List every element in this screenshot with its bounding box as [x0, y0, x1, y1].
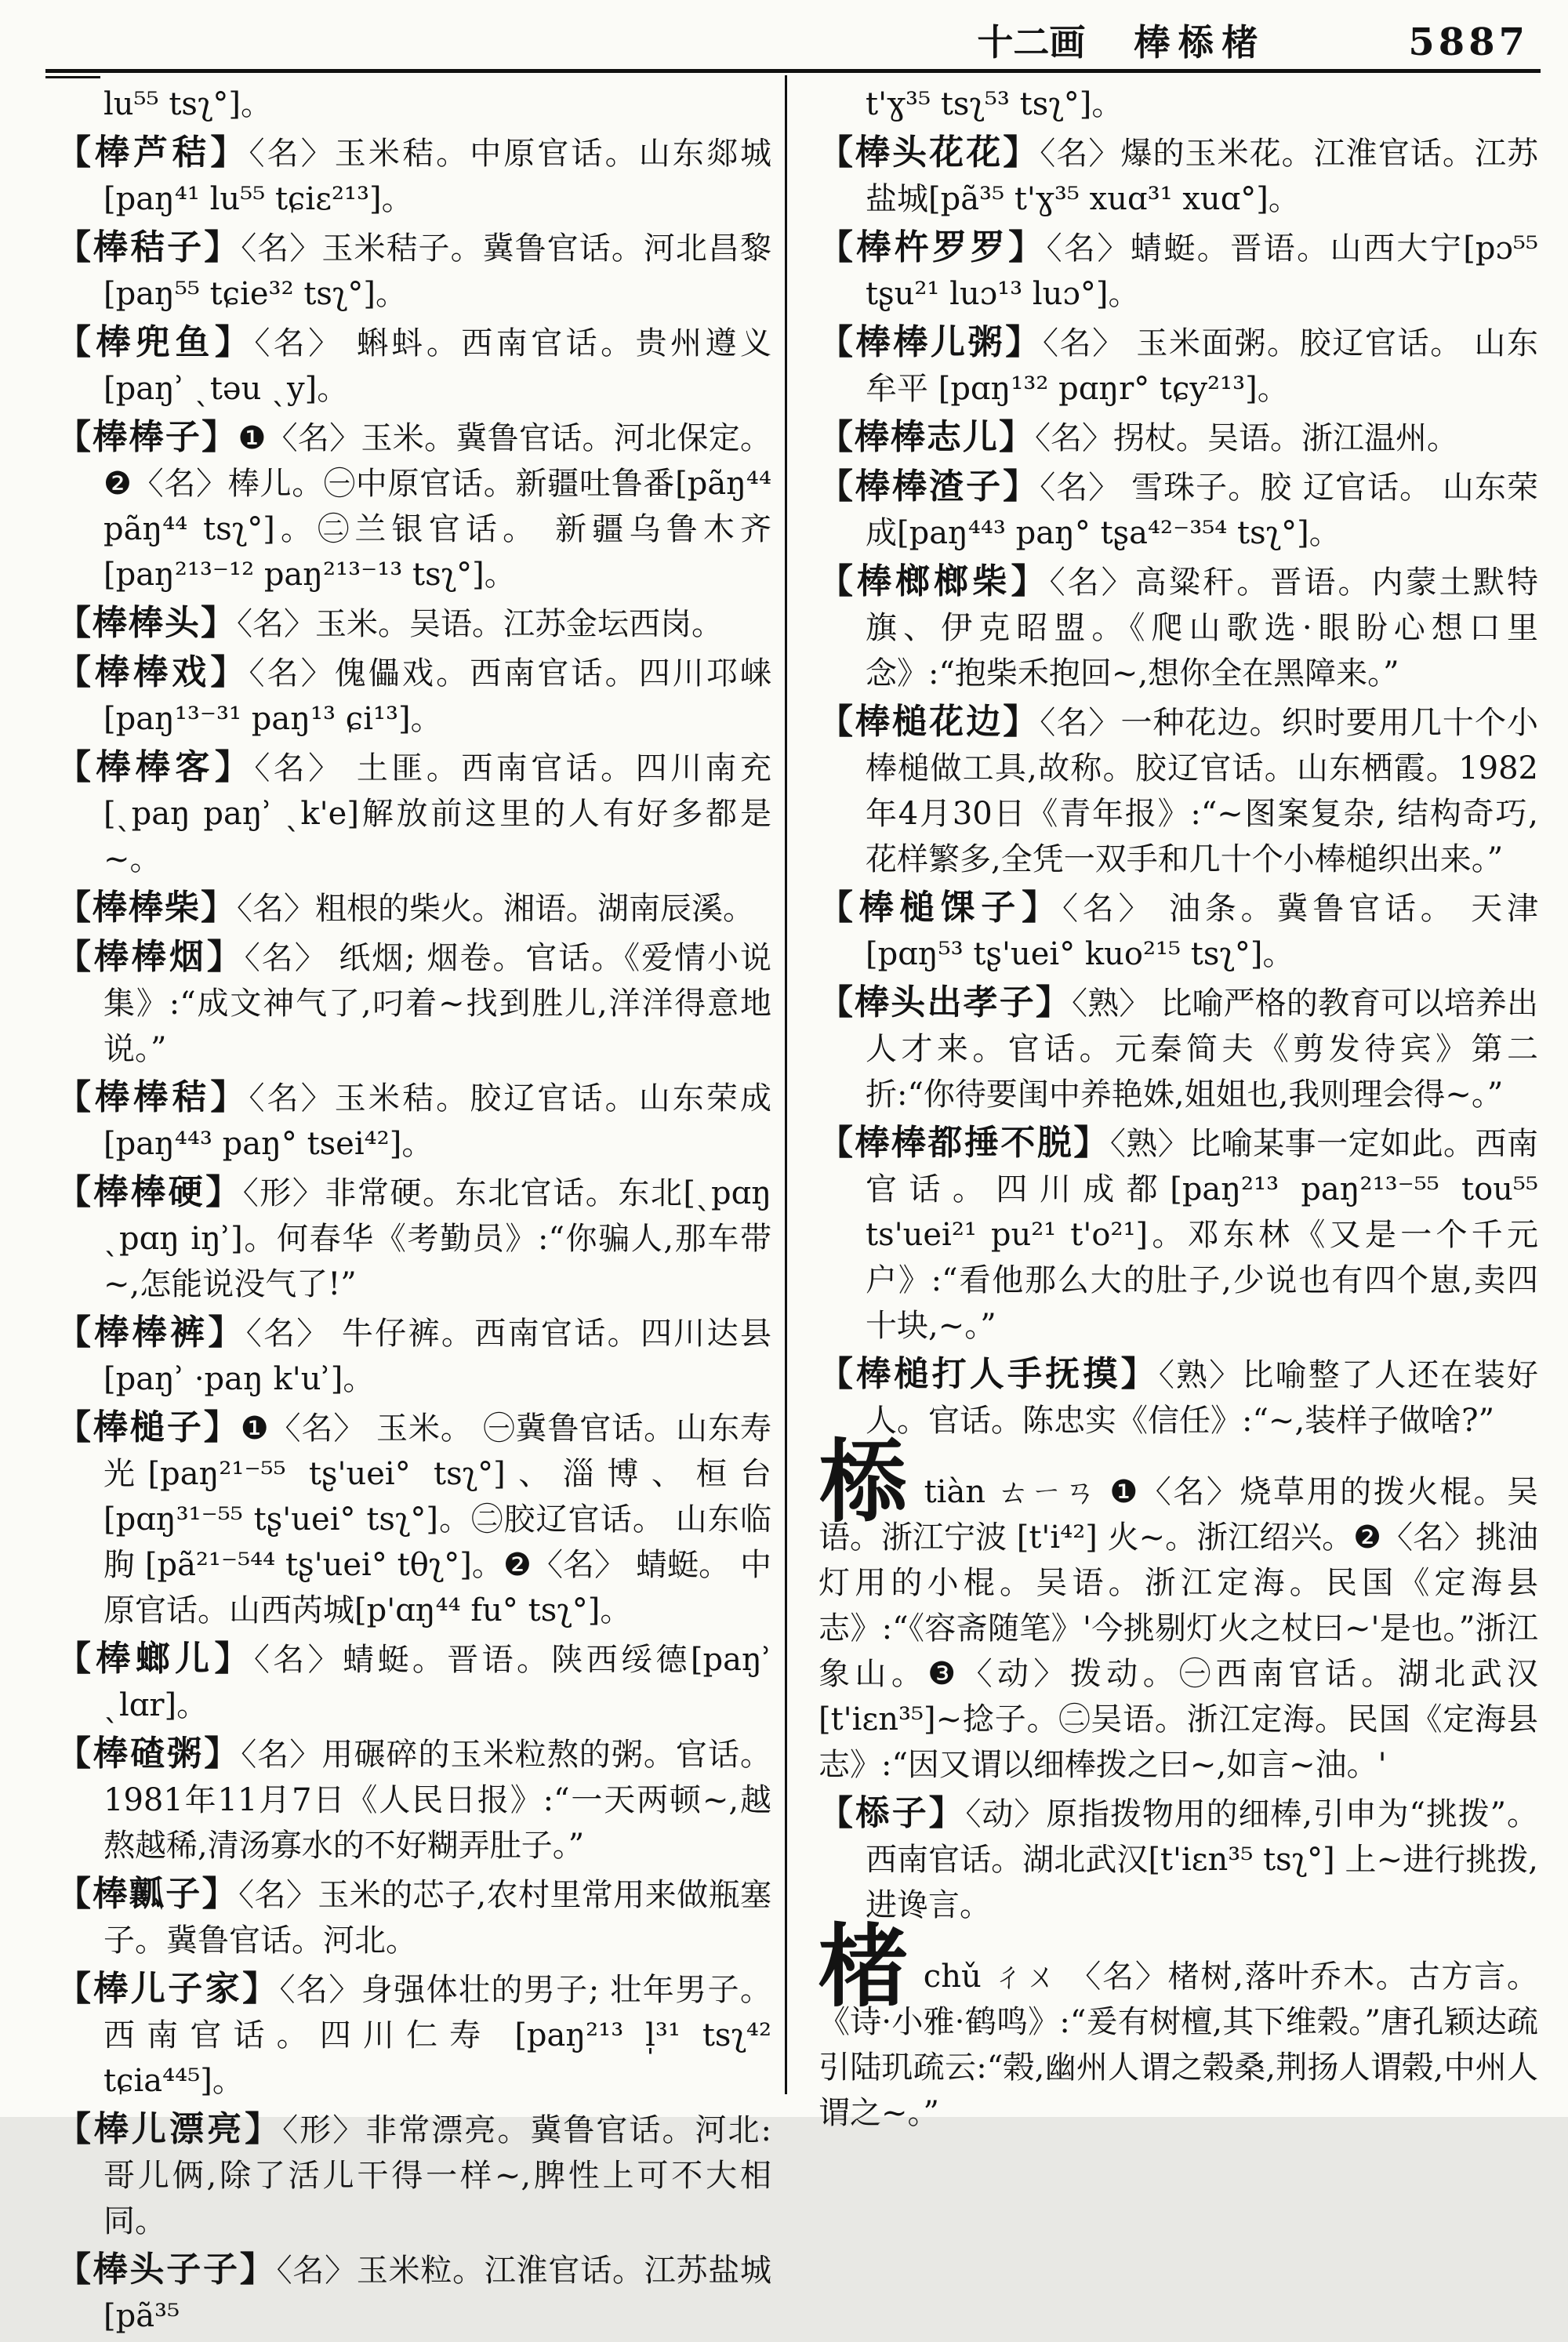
entry-body: 〈名〉爆的玉米花。江淮官话。江苏盐城[pã³⁵ t'ɣ³⁵ xuɑ³¹ xuɑ°]。 — [866, 136, 1539, 217]
entry-headword: 【棒棒渣子】 — [818, 467, 1040, 507]
dict-entry — [56, 2247, 771, 2339]
entry-body: 〈名〉 油条。冀鲁官话。 天津 [pɑŋ⁵³ tʂ'uei° kuo²¹⁵ tsʅ°]。 — [866, 891, 1538, 972]
right-column — [818, 82, 1538, 2139]
entry-body: 〈名〉拐杖。吴语。浙江温州。 — [1035, 420, 1458, 456]
dict-entry — [818, 130, 1538, 222]
left-column — [56, 82, 771, 2342]
dict-entry — [818, 699, 1538, 882]
entry-headword: 【棒棒柴】 — [56, 888, 237, 928]
column-divider — [785, 75, 787, 2094]
entry-body: ❶〈名〉玉米。冀鲁官话。河北保定。❷〈名〉棒儿。㊀中原官话。新疆吐鲁番[pãŋ⁴⁴ pãŋ⁴⁴ tsʅ°]。㊁兰银官话。 新疆乌鲁木齐 [paŋ²¹³⁻¹² paŋ²¹³⁻¹³ tsʅ°]。 — [103, 420, 772, 593]
entry-headword: 【棒兜鱼】 — [56, 322, 255, 362]
entry-headword: 【棒槌打人手抚摸】 — [818, 1354, 1159, 1394]
dict-entry — [56, 130, 771, 222]
dict-entry — [818, 1120, 1538, 1349]
entry-body: 〈熟〉 比喻严格的教育可以培养出人才来。官话。元秦简夫《剪发待宾》第二折:“你待要闺中养艳姝,姐姐也,我则理会得~。” — [866, 986, 1538, 1113]
page-number: 5887 — [1408, 20, 1529, 64]
entry-headword: 【棒头出孝子】 — [818, 982, 1073, 1022]
entry-headword: 【棒儿子家】 — [56, 1969, 280, 2009]
dict-entry — [818, 885, 1538, 977]
entry-body: 〈名〉玉米的芯子,农村里常用来做瓶塞子。冀鲁官话。河北。 — [103, 1877, 771, 1959]
dict-entry — [818, 980, 1538, 1117]
entry-body: chǔ ㄔㄨ 〈名〉楮树,落叶乔木。古方言。《诗·小雅·鹤鸣》:“爰有树檀,其下维榖。”唐孔颖达疏引陆玑疏云:“榖,幽州人谓之榖桑,荆扬人谓榖,中州人谓之~。” — [818, 1959, 1538, 2131]
entry-headword: 【棒儿漂亮】 — [56, 2109, 283, 2149]
entry-headword: 【棒棒裤】 — [56, 1313, 246, 1353]
entry-headword: 【棒棒志儿】 — [818, 417, 1035, 457]
character-entry — [818, 1429, 1538, 1788]
entry-headword: 【棒棒硬】 — [56, 1172, 243, 1212]
entry-body: 〈名〉一种花边。织时要用几十个小棒槌做工具,故称。胶辽官话。山东栖霞。1982年4月30日《青年报》:“~图案复杂, 结构奇巧,花样繁多,全凭一双手和几十个小棒槌织出来。” — [866, 705, 1539, 877]
entry-body: 〈名〉 雪珠子。胶 辽官话。 山东荣成[paŋ⁴⁴³ paŋ° tʂa⁴²⁻³⁵⁴ tsʅ°]。 — [866, 470, 1539, 551]
entry-body: 〈名〉粗根的柴火。湘语。湖南辰溪。 — [237, 891, 754, 927]
dict-entry — [56, 2107, 771, 2244]
entry-body: 〈名〉 蝌蚪。西南官话。贵州遵义 [paŋʾ ˎtəu ˎy]。 — [103, 325, 772, 407]
header-rule-tick — [45, 76, 100, 78]
entry-headword: 【棒棒客】 — [56, 747, 255, 787]
head-character: 㮇 — [818, 1429, 910, 1534]
entry-headword: 【棒棒秸】 — [56, 1077, 249, 1117]
dict-entry — [56, 601, 771, 647]
entry-body: 〈形〉非常漂亮。冀鲁官话。河北: 哥儿俩,除了活儿干得一样~,脾性上可不大相同。 — [103, 2112, 772, 2239]
entry-body: tiàn ㄊㄧㄢ ❶〈名〉烧草用的拨火棍。吴 语。浙江宁波 [t'i⁴²] 火~。浙江绍兴。❷〈名〉挑油灯用的小棍。吴语。浙江定海。民国《定海县志》:“《容斋随笔》'今挑剔灯火之杖曰~'是也。”浙江象山。❸〈动〉拨动。㊀西南官话。湖北武汉[t'iɛn³⁵]~捻子。㊁吴语。浙江定海。民国《定海县志》:“因又谓以细棒拨之曰~,如言~油。' — [818, 1474, 1538, 1783]
entry-body: 〈形〉非常硬。东北官话。东北[ˎpɑŋ ˎpɑŋ iŋʾ]。何春华《考勤员》:“你骗人,那车带~,怎能说没气了!” — [103, 1175, 772, 1302]
dict-entry — [56, 935, 771, 1072]
entry-headword: 【棒棒戏】 — [56, 652, 249, 692]
dict-entry — [818, 415, 1538, 461]
entry-headword: 【棒螂儿】 — [56, 1639, 254, 1679]
entry-headword: 【棒榔榔柴】 — [818, 561, 1050, 601]
entry-body: 〈名〉玉米秸。胶辽官话。山东荣成[paŋ⁴⁴³ paŋ° tsei⁴²]。 — [103, 1080, 771, 1162]
entry-body: 〈名〉玉米秸。中原官话。山东郯城[paŋ⁴¹ lu⁵⁵ tɕiɛ²¹³]。 — [103, 136, 771, 217]
dict-entry — [56, 320, 771, 412]
entry-headword: 【棒瓤子】 — [56, 1874, 239, 1914]
entry-headword: 【棒芦秸】 — [56, 133, 249, 172]
dict-entry — [818, 82, 1538, 127]
head-character: 楮 — [818, 1914, 909, 2019]
entry-body: 〈名〉高粱秆。晋语。内蒙土默特旗、伊克昭盟。《爬山歌选·眼盼心想口里念》:“抱柴禾抱回~,想你全在黑障来。” — [866, 565, 1539, 692]
entry-headword: 【棒棒都捶不脱】 — [818, 1123, 1110, 1163]
dict-entry — [56, 1966, 771, 2104]
dict-entry — [56, 1872, 771, 1963]
entry-body: 〈名〉玉米粒。江淮官话。江苏盐城[pã³⁵ — [103, 2253, 772, 2334]
entry-headword: 【棒杵罗罗】 — [818, 227, 1047, 267]
entry-headword: 【棒槌馃子】 — [818, 888, 1062, 928]
header-rule — [45, 69, 1541, 73]
entry-body: ❶〈名〉 玉米。 ㊀冀鲁官话。山东寿光[paŋ²¹⁻⁵⁵ tʂ'uei° tsʅ°]、淄博、桓台 [pɑŋ³¹⁻⁵⁵ tʂ'uei° tsʅ°]。㊁胶辽官话。 山东临朐 [pã²¹⁻⁵⁴⁴ tʂ'uei° tθʅ°]。❷〈名〉 蜻蜓。 中原官话。山西芮城[p'ɑŋ⁴⁴ fu° tsʅ°]。 — [103, 1411, 772, 1629]
character-entry — [818, 1914, 1538, 2136]
dict-entry — [818, 1352, 1538, 1443]
entry-body: 〈名〉 土匪。西南官话。四川南充 [ˎpaŋ paŋʾ ˎk'e]解放前这里的人有好多都是~。 — [103, 750, 772, 877]
entry-headword: 【棒头花花】 — [818, 133, 1040, 172]
stroke-count-section: 十二画 — [977, 21, 1086, 64]
entry-body: 〈名〉用碾碎的玉米粒熬的粥。官话。1981年11月7日《人民日报》:“一天两顿~,越熬越稀,清汤寡水的不好糊弄肚子。” — [103, 1737, 772, 1864]
dict-entry — [56, 1075, 771, 1167]
entry-headword: 【棒碴粥】 — [56, 1734, 241, 1774]
entry-body: 〈名〉身强体壮的男子; 壮年男子。西南官话。四川仁寿 [paŋ²¹³ l̩³¹ tsʅ⁴² tɕia⁴⁴⁵]。 — [103, 1972, 771, 2099]
entry-headword: 【棒头子子】 — [56, 2249, 277, 2289]
entry-headword: 【棒棒儿粥】 — [818, 322, 1043, 362]
dict-entry — [56, 1636, 771, 1728]
head-characters-range: 棒㮇楮 — [1134, 21, 1266, 64]
entry-headword: 【㮇子】 — [818, 1793, 966, 1833]
entry-headword: 【棒棒头】 — [56, 603, 237, 643]
dict-entry — [56, 415, 771, 597]
entry-headword: 【棒棒子】 — [56, 417, 238, 457]
dict-entry — [56, 82, 771, 127]
dict-entry — [56, 225, 771, 317]
entry-body: 〈熟〉比喻某事一定如此。西南官话。四川成都[paŋ²¹³ paŋ²¹³⁻⁵⁵ tou⁵⁵ ts'uei²¹ pu²¹ t'o²¹]。邓东林《又是一个千元户》:“看他那么大的肚子,少说也有四个崽,卖四十块,~。” — [866, 1126, 1539, 1344]
entry-body: 〈名〉 牛仔裤。西南官话。四川达县 [paŋʾ ·paŋ k'uʾ]。 — [103, 1316, 771, 1397]
entry-body: 〈名〉蜻蜓。晋语。陕西绥德[paŋʾ ˎlɑr]。 — [103, 1642, 772, 1723]
entry-body: 〈名〉 纸烟; 烟卷。官话。《爱情小说集》:“成文神气了,叼着~找到胜儿,洋洋得意地说。” — [103, 940, 772, 1067]
entry-body: 〈名〉玉米。吴语。江苏金坛西岗。 — [237, 606, 723, 642]
running-head — [0, 14, 1529, 66]
entry-body: 〈动〉原指拨物用的细棒,引申为“挑拨”。西南官话。湖北武汉[t'iɛn³⁵ tsʅ°] 上~进行挑拨,进谗言。 — [866, 1796, 1538, 1923]
entry-headword: 【棒槌花边】 — [818, 702, 1040, 742]
dict-entry — [56, 885, 771, 931]
dict-entry — [818, 320, 1538, 412]
dict-entry — [818, 1791, 1538, 1928]
dict-entry — [56, 1405, 771, 1633]
entry-body: 〈名〉 玉米面粥。胶辽官话。 山东牟平 [pɑŋ¹³² pɑŋr° tɕy²¹³]。 — [866, 325, 1539, 407]
dict-entry — [56, 650, 771, 742]
dict-entry — [818, 225, 1538, 317]
entry-headword: 【棒槌子】 — [56, 1407, 241, 1447]
dict-entry — [56, 1170, 771, 1307]
dict-entry — [818, 559, 1538, 696]
entry-body: 〈名〉玉米秸子。冀鲁官话。河北昌黎[paŋ⁵⁵ tɕie³² tsʅ°]。 — [103, 231, 772, 312]
dict-entry — [818, 464, 1538, 556]
entry-headword: 【棒秸子】 — [56, 227, 241, 267]
entry-body: 〈熟〉比喻整了人还在装好人。官话。陈忠实《信任》:“~,装样子做啥?” — [866, 1357, 1539, 1439]
dict-entry — [56, 745, 771, 882]
entry-body: 〈名〉蜻蜓。晋语。山西大宁[pɔ⁵⁵ tʂu²¹ luɔ¹³ luɔ°]。 — [866, 231, 1538, 312]
entry-headword: 【棒棒烟】 — [56, 937, 245, 977]
dict-entry — [56, 1731, 771, 1868]
entry-body: lu⁵⁵ tsʅ°]。 — [103, 86, 273, 122]
dict-entry — [56, 1310, 771, 1402]
entry-body: 〈名〉傀儡戏。西南官话。四川邛崃[paŋ¹³⁻³¹ paŋ¹³ ɕi¹³]。 — [103, 655, 771, 737]
entry-body: t'ɣ³⁵ tsʅ⁵³ tsʅ°]。 — [866, 86, 1123, 122]
